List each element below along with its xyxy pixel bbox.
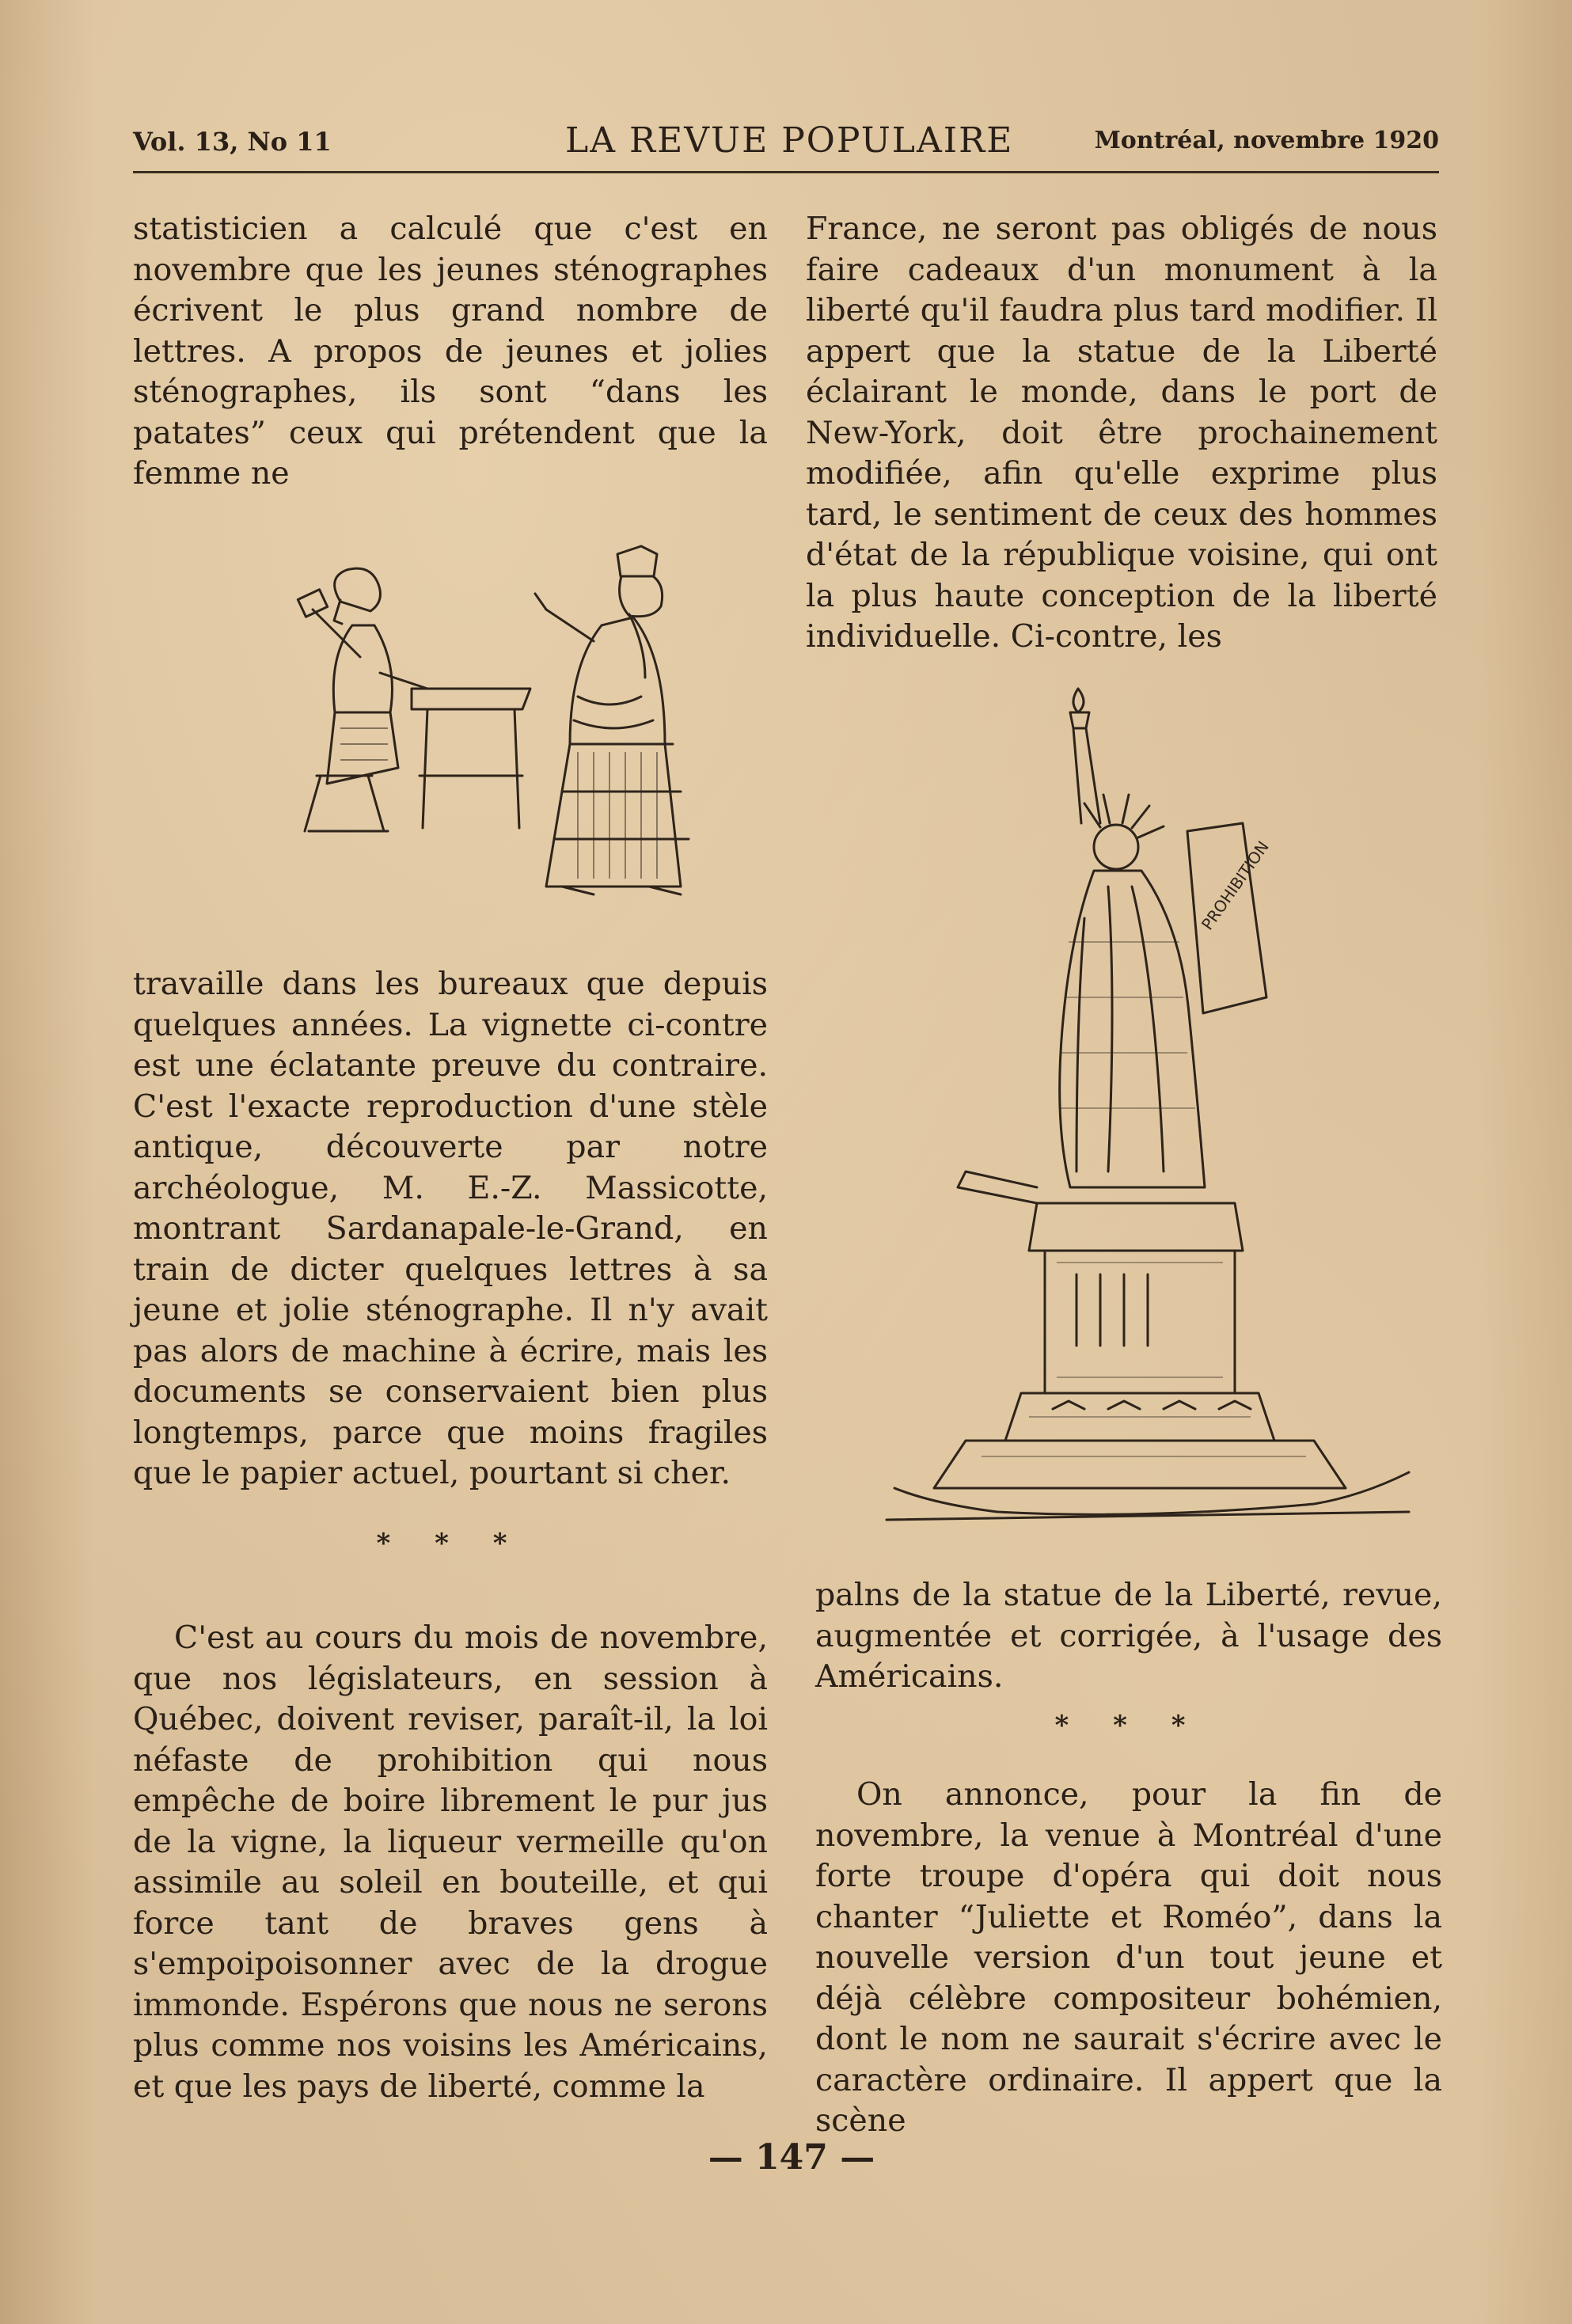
right-separator-stars: * * * [1054, 1710, 1203, 1741]
header-rule [133, 171, 1439, 173]
place-date: Montréal, novembre 1920 [1094, 127, 1439, 154]
right-paragraph-3-text: On annonce, pour la fin de novembre, la venue à Montréal d'une forte troupe d'opéra qui doit nous chanter “Juliette et Roméo”, dans la nouvelle version d'un tout jeune et déjà célèbre compositeur bohémien, dont le nom ne saurait s'écrire avec le caractère ordinaire. Il appert que la scène [815, 1776, 1442, 2139]
page-header [133, 120, 1439, 168]
left-paragraph-1-text: statisticien a calculé que c'est en novembre que les jeunes sténographes écrivent le plus grand nombre de lettres. A propos de jeunes et jolies sténographes, ils sont “dans les patates” ceux qui prétendent que la femme ne [133, 211, 768, 492]
right-paragraph-2 [815, 1575, 1442, 1698]
right-paragraph-2-text: palns de la statue de la Liberté, revue, augmentée et corrigée, à l'usage des Américains. [815, 1577, 1442, 1695]
volume-number: Vol. 13, No 11 [133, 127, 332, 157]
left-paragraph-3-text: C'est au cours du mois de novembre, que nos législateurs, en session à Québec, doivent reviser, paraît-il, la loi néfaste de prohibition qui nous empêche de boire librement le pur jus de la vigne, la liqueur vermeille qu'on assimile au soleil en bouteille, et qui force tant de braves gens à s'empoipoisonner avec de la drogue immonde. Espérons que nous ne serons plus comme nos voisins les Américains, et que les pays de liberté, comme la [133, 1620, 768, 2105]
right-paragraph-1-text: France, ne seront pas obligés de nous faire cadeaux d'un monument à la liberté qu'il faudra plus tard modifier. Il appert que la statue de la Liberté éclairant le monde, dans le port de New-York, doit être prochainement modifiée, afin qu'elle exprime plus tard, le sentiment de ceux des hommes d'état de la république voisine, qui ont la plus haute conception de la liberté individuelle. Ci-contre, les [806, 211, 1437, 655]
right-paragraph-1 [806, 209, 1437, 658]
right-paragraph-3 [815, 1775, 1442, 2142]
magazine-title: LA REVUE POPULAIRE [565, 120, 1014, 161]
stenographer-illustration [222, 538, 728, 918]
statue-of-liberty-illustration [871, 681, 1441, 1551]
left-separator-stars: * * * [376, 1528, 525, 1559]
page-number: — 147 — [708, 2137, 875, 2178]
left-paragraph-1 [133, 209, 768, 495]
left-paragraph-3 [133, 1618, 768, 2107]
left-paragraph-2-text: travaille dans les bureaux que depuis quelques années. La vignette ci-contre est une éclatante preuve du contraire. C'est l'exacte reproduction d'une stèle antique, découverte par notre archéologue, M. E.-Z. Massicotte, montrant Sardanapale-le-Grand, en train de dicter quelques lettres à sa jeune et jolie sténographe. Il n'y avait pas alors de machine à écrire, mais les documents se conservaient bien plus longtemps, parce que moins fragiles que le papier actuel, pourtant si cher. [133, 966, 768, 1491]
left-paragraph-2 [133, 964, 768, 1494]
statue-tablet-text: PROHIBITION [1197, 837, 1273, 934]
